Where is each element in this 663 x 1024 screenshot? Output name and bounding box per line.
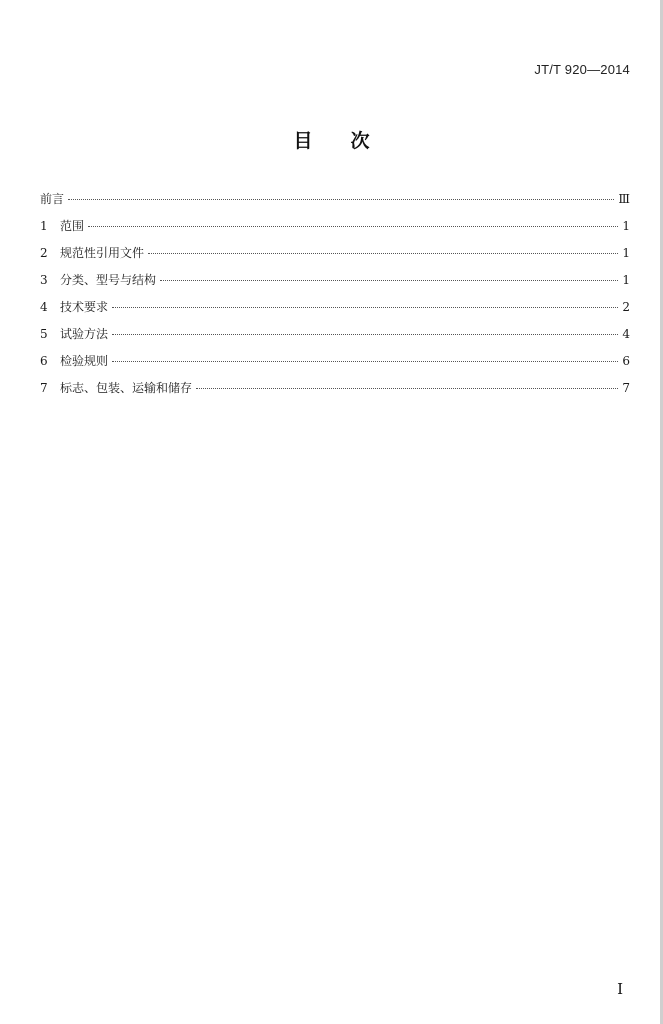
toc-entry-test-methods[interactable] (40, 325, 630, 352)
toc-entry-marking-packaging[interactable] (40, 379, 630, 406)
toc-entry-title: 范围 (60, 219, 85, 233)
page-title (0, 126, 663, 153)
toc-entry-number: 6 (40, 354, 48, 368)
toc-entry-page: 1 (622, 219, 630, 233)
toc-leader-dots (112, 334, 618, 335)
toc-entry-number: 5 (40, 327, 48, 341)
toc-entry-foreword[interactable] (40, 190, 630, 217)
toc-entry-page: 7 (622, 381, 630, 395)
toc-entry-page: 1 (622, 246, 630, 260)
toc-entry-title: 分类、型号与结构 (60, 273, 157, 287)
toc-leader-dots (112, 307, 618, 308)
toc-leader-dots (160, 280, 618, 281)
toc-leader-dots (196, 388, 618, 389)
toc-leader-dots (88, 226, 618, 227)
toc-entry-title: 前言 (40, 192, 65, 206)
toc-entry-title: 检验规则 (60, 354, 109, 368)
toc-entry-number: 1 (40, 219, 48, 233)
toc-entry-title: 试验方法 (60, 327, 109, 341)
toc-entry-title: 规范性引用文件 (60, 246, 145, 260)
toc-leader-dots (112, 361, 618, 362)
toc-entry-page: 4 (622, 327, 630, 341)
toc-entry-page: 1 (622, 273, 630, 287)
toc-entry-technical-requirements[interactable] (40, 298, 630, 325)
page-title-char-2: 次 (350, 130, 370, 152)
page-number: Ⅰ (617, 980, 623, 998)
toc-entry-inspection-rules[interactable] (40, 352, 630, 379)
standard-code: JT/T 920—2014 (534, 62, 630, 77)
page-title-char-1: 目 (293, 130, 313, 152)
toc-leader-dots (68, 199, 614, 200)
toc-entry-number: 2 (40, 246, 48, 260)
toc-entry-title: 技术要求 (60, 300, 109, 314)
toc-entry-classification[interactable] (40, 271, 630, 298)
toc-entry-page: 6 (622, 354, 630, 368)
toc-leader-dots (148, 253, 618, 254)
toc-entry-scope[interactable] (40, 217, 630, 244)
toc-entry-number: 3 (40, 273, 48, 287)
toc-entry-normative-references[interactable] (40, 244, 630, 271)
toc-entry-number: 7 (40, 381, 48, 395)
toc-entry-title: 标志、包装、运输和储存 (60, 381, 193, 395)
toc-entry-page: Ⅲ (618, 192, 630, 206)
table-of-contents (40, 190, 630, 406)
toc-entry-number: 4 (40, 300, 48, 314)
toc-entry-page: 2 (622, 300, 630, 314)
